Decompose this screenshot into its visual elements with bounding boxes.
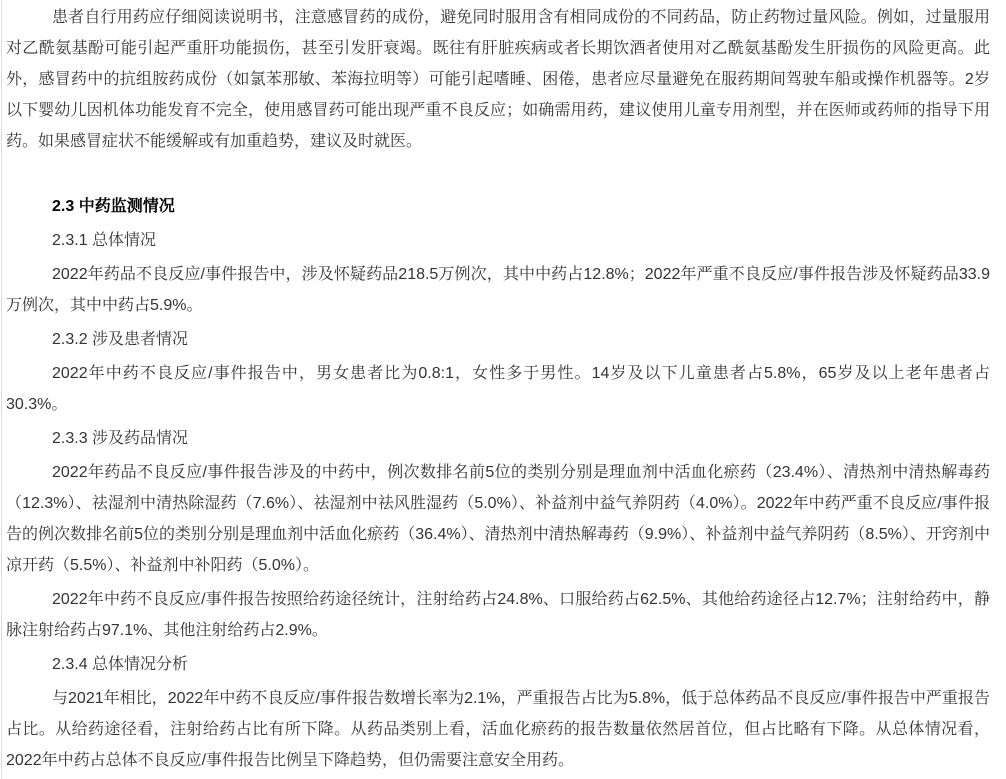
body-paragraph: 2022年药品不良反应/事件报告中，涉及怀疑药品218.5万例次，其中中药占12.8%；2022年严重不良反应/事件报告涉及怀疑药品33.9万例次，其中中药占5.9%。 — [6, 266, 990, 314]
body-paragraph: 2022年中药不良反应/事件报告按照给药途径统计，注射给药占24.8%、口服给药占62.5%、其他给药途径占12.7%；注射给药中，静脉注射给药占97.1%、其他注射给药占2.9%。 — [6, 591, 990, 639]
page-left-border — [1, 0, 2, 779]
subsection-heading-232: 2.3.2 涉及患者情况 — [52, 331, 189, 348]
subsection-heading-234: 2.3.4 总体情况分析 — [52, 656, 189, 673]
subsection-heading-231: 2.3.1 总体情况 — [52, 232, 157, 249]
body-paragraph: 2022年中药不良反应/事件报告中，男女患者比为0.8:1，女性多于男性。14岁及以下儿童患者占5.8%，65岁及以上老年患者占30.3%。 — [6, 365, 990, 413]
subsection-heading-233: 2.3.3 涉及药品情况 — [52, 430, 189, 447]
body-paragraph: 2022年药品不良反应/事件报告涉及的中药中，例次数排名前5位的类别分别是理血剂中活血化瘀药（23.4%）、清热剂中清热解毒药（12.3%）、祛湿剂中清热除湿药（7.6%）、祛湿剂中祛风胜湿药（5.0%）、补益剂中益气养阴药（4.0%）。2022年中药严重不良反应/事件报告的例次数排名前5位的类别分别是理血剂中活血化瘀药（36.4%）、清热剂中清热解毒药（9.9%）、补益剂中益气养阴药（8.5%）、开窍剂中凉开药（5.5%）、补益剂中补阳药（5.0%）。 — [6, 464, 990, 574]
body-paragraph: 与2021年相比，2022年中药不良反应/事件报告数增长率为2.1%，严重报告占比为5.8%，低于总体药品不良反应/事件报告中严重报告占比。从给药途径看，注射给药占比有所下降。从药品类别上看，活血化瘀药的报告数量依然居首位，但占比略有下降。从总体情况看，2022年中药占总体不良反应/事件报告比例呈下降趋势，但仍需要注意安全用药。 — [6, 690, 990, 769]
section-heading: 2.3 中药监测情况 — [52, 198, 175, 215]
intro-paragraph: 患者自行用药应仔细阅读说明书，注意感冒药的成份，避免同时服用含有相同成份的不同药品，防止药物过量风险。例如，过量服用对乙酰氨基酚可能引起严重肝功能损伤，甚至引发肝衰竭。既往有肝脏疾病或者长期饮酒者使用对乙酰氨基酚发生肝损伤的风险更高。此外，感冒药中的抗组胺药成份（如氯苯那敏、苯海拉明等）可能引起嗜睡、困倦，患者应尽量避免在服药期间驾驶车船或操作机器等。2岁以下婴幼儿因机体功能发育不完全，使用感冒药可能出现严重不良反应；如确需用药，建议使用儿童专用剂型，并在医师或药师的指导下用药。如果感冒症状不能缓解或有加重趋势，建议及时就医。 — [6, 9, 990, 150]
